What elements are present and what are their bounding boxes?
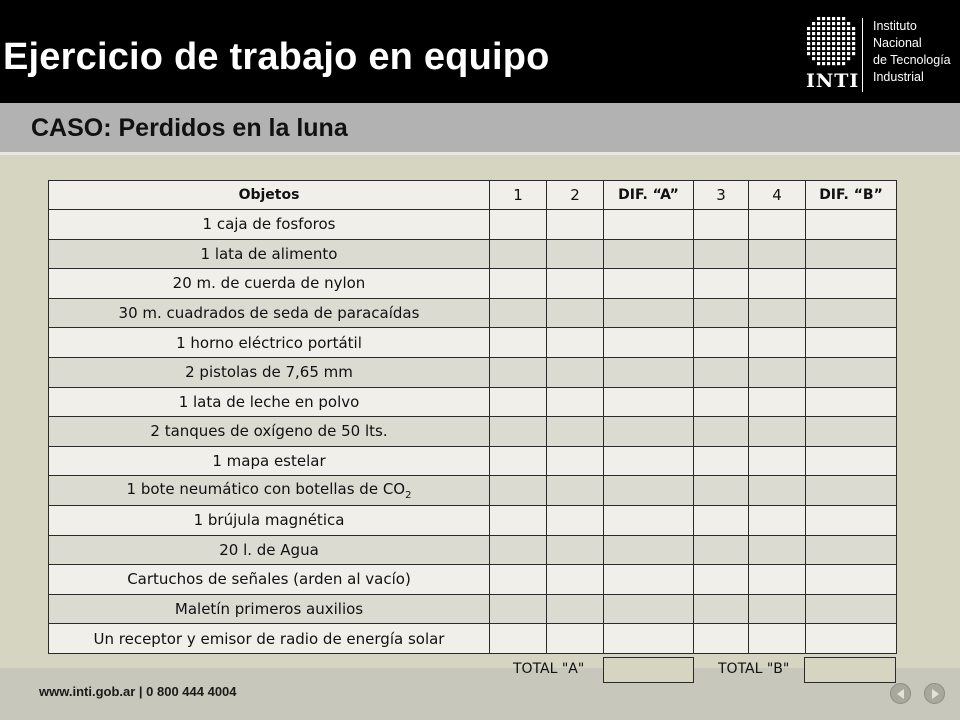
case-title: CASO: Perdidos en la luna xyxy=(31,114,348,142)
subtitle-bar xyxy=(0,103,960,155)
column-header-objects: Objetos xyxy=(49,181,490,210)
rank-cell-1[interactable] xyxy=(490,210,547,240)
rank-cell-4[interactable] xyxy=(749,624,806,654)
dif-b-cell[interactable] xyxy=(806,239,897,269)
dif-b-cell[interactable] xyxy=(806,535,897,565)
rank-cell-2[interactable] xyxy=(547,624,604,654)
object-name: 1 horno eléctrico portátil xyxy=(49,328,490,358)
totals-row xyxy=(0,657,960,686)
rank-cell-2[interactable] xyxy=(547,239,604,269)
table-row xyxy=(49,298,897,328)
rank-cell-3[interactable] xyxy=(694,446,749,476)
dif-a-cell[interactable] xyxy=(604,594,694,624)
dif-b-cell[interactable] xyxy=(806,476,897,506)
table-row xyxy=(49,446,897,476)
dif-a-cell[interactable] xyxy=(604,535,694,565)
dif-a-cell[interactable] xyxy=(604,269,694,299)
rank-cell-4[interactable] xyxy=(749,505,806,535)
object-name: Maletín primeros auxilios xyxy=(49,594,490,624)
dif-b-cell[interactable] xyxy=(806,446,897,476)
subscript: 2 xyxy=(405,490,412,502)
table-row xyxy=(49,328,897,358)
table-row xyxy=(49,269,897,299)
rank-cell-1[interactable] xyxy=(490,239,547,269)
table-row xyxy=(49,387,897,417)
rank-cell-4[interactable] xyxy=(749,269,806,299)
rank-cell-1[interactable] xyxy=(490,387,547,417)
rank-cell-3[interactable] xyxy=(694,328,749,358)
rank-cell-3[interactable] xyxy=(694,239,749,269)
total-b-label: TOTAL "B" xyxy=(718,661,790,677)
rank-cell-2[interactable] xyxy=(547,476,604,506)
rank-cell-2[interactable] xyxy=(547,594,604,624)
dif-a-cell[interactable] xyxy=(604,565,694,595)
rank-cell-1[interactable] xyxy=(490,594,547,624)
column-header-1: 1 xyxy=(490,181,547,210)
dif-b-cell[interactable] xyxy=(806,565,897,595)
dif-b-cell[interactable] xyxy=(806,417,897,447)
logo-divider xyxy=(862,18,863,92)
rank-cell-3[interactable] xyxy=(694,565,749,595)
object-name: 1 brújula magnética xyxy=(49,505,490,535)
rank-cell-4[interactable] xyxy=(749,210,806,240)
rank-cell-3[interactable] xyxy=(694,210,749,240)
rank-cell-3[interactable] xyxy=(694,387,749,417)
rank-cell-1[interactable] xyxy=(490,624,547,654)
column-header-3: 3 xyxy=(694,181,749,210)
rank-cell-3[interactable] xyxy=(694,357,749,387)
column-header-2: 2 xyxy=(547,181,604,210)
rank-cell-1[interactable] xyxy=(490,328,547,358)
table-row xyxy=(49,565,897,595)
dif-b-cell[interactable] xyxy=(806,269,897,299)
rank-cell-4[interactable] xyxy=(749,387,806,417)
logo-line: Nacional xyxy=(873,36,922,50)
rank-cell-2[interactable] xyxy=(547,357,604,387)
object-name: 20 l. de Agua xyxy=(49,535,490,565)
rank-cell-3[interactable] xyxy=(694,505,749,535)
rank-cell-3[interactable] xyxy=(694,298,749,328)
dif-a-cell[interactable] xyxy=(604,210,694,240)
table-row xyxy=(49,535,897,565)
logo-line: Instituto xyxy=(873,19,917,33)
dif-a-cell[interactable] xyxy=(604,417,694,447)
dif-b-cell[interactable] xyxy=(806,357,897,387)
dif-a-cell[interactable] xyxy=(604,357,694,387)
footer-contact: www.inti.gob.ar | 0 800 444 4004 xyxy=(39,684,237,699)
rank-cell-2[interactable] xyxy=(547,269,604,299)
rank-cell-2[interactable] xyxy=(547,387,604,417)
dif-b-cell[interactable] xyxy=(806,210,897,240)
rank-cell-4[interactable] xyxy=(749,446,806,476)
dif-a-cell[interactable] xyxy=(604,328,694,358)
object-name: 1 lata de alimento xyxy=(49,239,490,269)
rank-cell-1[interactable] xyxy=(490,565,547,595)
rank-cell-3[interactable] xyxy=(694,535,749,565)
rank-cell-2[interactable] xyxy=(547,210,604,240)
dif-a-cell[interactable] xyxy=(604,298,694,328)
dif-a-cell[interactable] xyxy=(604,505,694,535)
rank-cell-4[interactable] xyxy=(749,357,806,387)
rank-cell-1[interactable] xyxy=(490,505,547,535)
total-a-label: TOTAL "A" xyxy=(513,661,585,677)
logo-text xyxy=(873,18,951,86)
object-name: 1 mapa estelar xyxy=(49,446,490,476)
dif-b-cell[interactable] xyxy=(806,505,897,535)
rank-cell-1[interactable] xyxy=(490,535,547,565)
total-a-box[interactable] xyxy=(603,657,694,683)
dif-a-cell[interactable] xyxy=(604,387,694,417)
logo-line: Industrial xyxy=(873,70,924,84)
next-arrow-icon[interactable] xyxy=(924,683,945,704)
object-name xyxy=(49,476,490,506)
rank-cell-1[interactable] xyxy=(490,417,547,447)
object-name: 2 tanques de oxígeno de 50 lts. xyxy=(49,417,490,447)
table-row xyxy=(49,239,897,269)
table-row xyxy=(49,594,897,624)
rank-cell-2[interactable] xyxy=(547,505,604,535)
rank-cell-4[interactable] xyxy=(749,239,806,269)
dif-b-cell[interactable] xyxy=(806,328,897,358)
object-name: 2 pistolas de 7,65 mm xyxy=(49,357,490,387)
rank-cell-1[interactable] xyxy=(490,476,547,506)
header-bar xyxy=(0,0,960,103)
table-row xyxy=(49,417,897,447)
object-name: Cartuchos de señales (arden al vacío) xyxy=(49,565,490,595)
dif-b-cell[interactable] xyxy=(806,298,897,328)
object-name: 1 caja de fosforos xyxy=(49,210,490,240)
dif-b-cell[interactable] xyxy=(806,624,897,654)
rank-cell-3[interactable] xyxy=(694,417,749,447)
object-name: 20 m. de cuerda de nylon xyxy=(49,269,490,299)
dif-b-cell[interactable] xyxy=(806,387,897,417)
rank-cell-3[interactable] xyxy=(694,594,749,624)
rank-cell-3[interactable] xyxy=(694,476,749,506)
rank-cell-2[interactable] xyxy=(547,446,604,476)
rank-cell-2[interactable] xyxy=(547,417,604,447)
rank-cell-4[interactable] xyxy=(749,417,806,447)
logo-line: de Tecnología xyxy=(873,53,951,67)
rank-cell-1[interactable] xyxy=(490,298,547,328)
column-header-4: 4 xyxy=(749,181,806,210)
dif-a-cell[interactable] xyxy=(604,624,694,654)
table-row xyxy=(49,476,897,506)
rank-cell-3[interactable] xyxy=(694,269,749,299)
column-header-dif-b: DIF. “B” xyxy=(806,181,897,210)
dif-a-cell[interactable] xyxy=(604,446,694,476)
rank-cell-4[interactable] xyxy=(749,535,806,565)
logo-abbreviation: INTI xyxy=(806,70,860,92)
table-row xyxy=(49,210,897,240)
total-b-box[interactable] xyxy=(804,657,896,683)
rank-cell-4[interactable] xyxy=(749,594,806,624)
prev-arrow-icon[interactable] xyxy=(890,683,911,704)
rank-cell-1[interactable] xyxy=(490,357,547,387)
table-row xyxy=(49,624,897,654)
rank-cell-2[interactable] xyxy=(547,298,604,328)
column-header-dif-a: DIF. “A” xyxy=(604,181,694,210)
rank-cell-4[interactable] xyxy=(749,565,806,595)
rank-cell-1[interactable] xyxy=(490,446,547,476)
dif-a-cell[interactable] xyxy=(604,476,694,506)
object-name: 1 lata de leche en polvo xyxy=(49,387,490,417)
rank-cell-3[interactable] xyxy=(694,624,749,654)
dif-b-cell[interactable] xyxy=(806,594,897,624)
object-name-text: 1 bote neumático con botellas de CO xyxy=(126,480,406,499)
inti-logo-icon xyxy=(806,16,856,66)
rank-cell-4[interactable] xyxy=(749,476,806,506)
table-row xyxy=(49,505,897,535)
rank-cell-1[interactable] xyxy=(490,269,547,299)
table-row xyxy=(49,357,897,387)
objects-table xyxy=(48,180,897,654)
table-header-row xyxy=(49,181,897,210)
page-title: Ejercicio de trabajo en equipo xyxy=(3,36,550,78)
rank-cell-2[interactable] xyxy=(547,535,604,565)
rank-cell-2[interactable] xyxy=(547,328,604,358)
dif-a-cell[interactable] xyxy=(604,239,694,269)
object-name: Un receptor y emisor de radio de energía solar xyxy=(49,624,490,654)
rank-cell-4[interactable] xyxy=(749,298,806,328)
object-name: 30 m. cuadrados de seda de paracaídas xyxy=(49,298,490,328)
rank-cell-2[interactable] xyxy=(547,565,604,595)
rank-cell-4[interactable] xyxy=(749,328,806,358)
